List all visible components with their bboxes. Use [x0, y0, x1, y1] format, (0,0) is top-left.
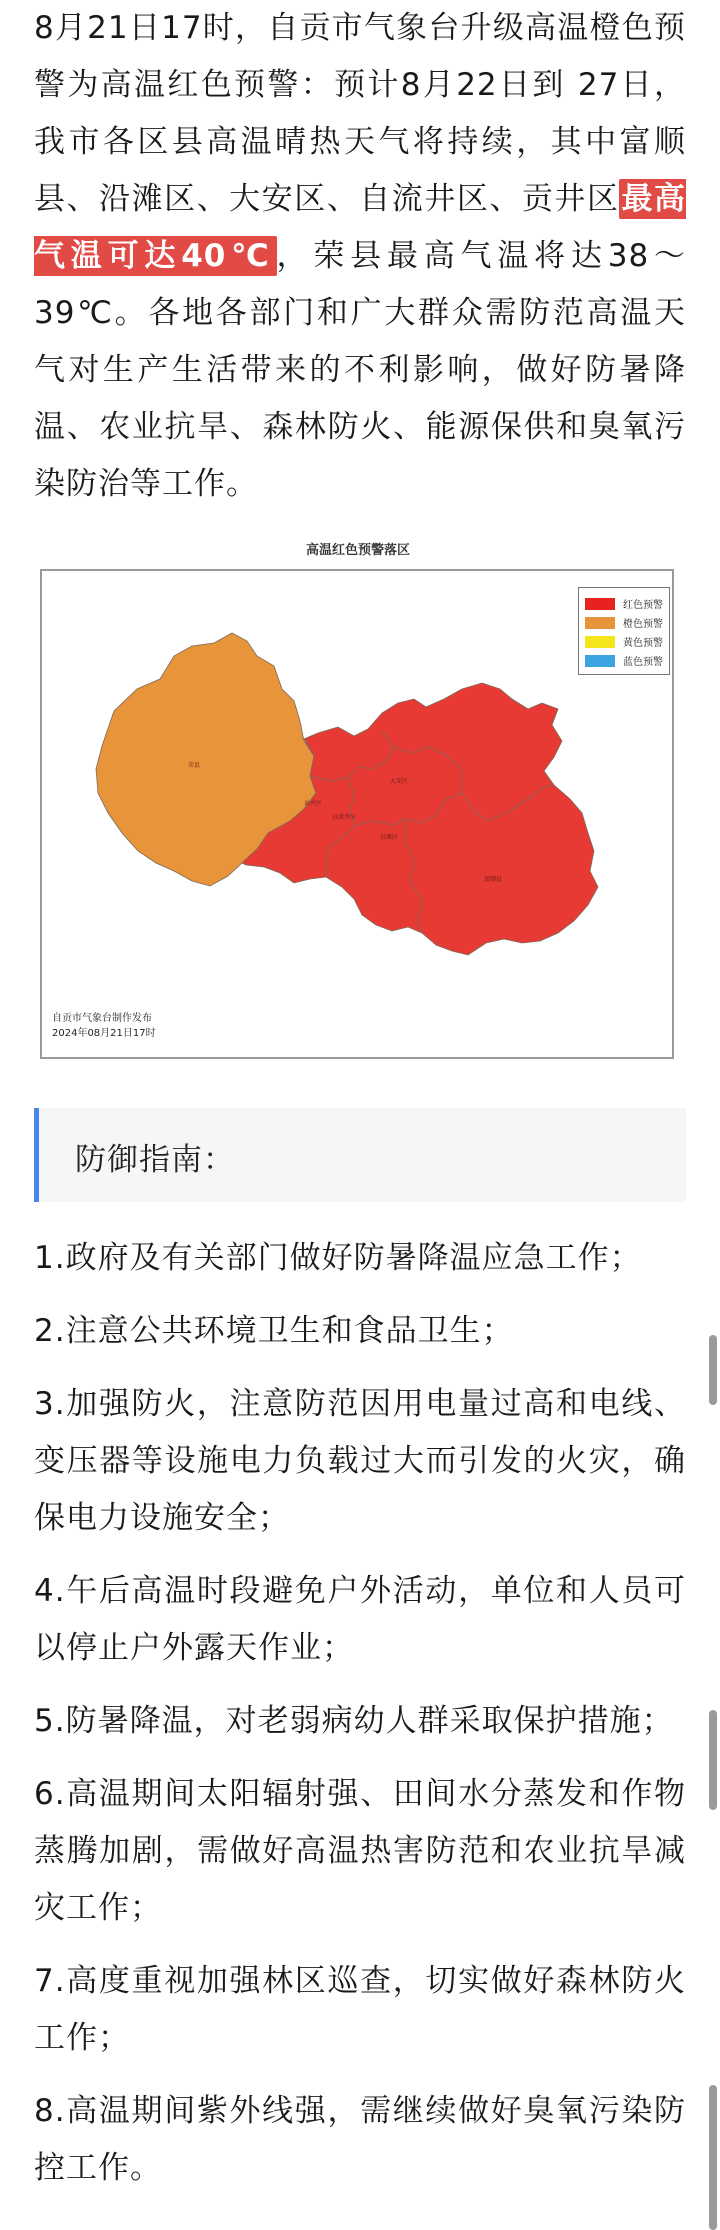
legend-swatch-yellow — [585, 636, 615, 648]
guide-item: 1.政府及有关部门做好防暑降温应急工作； — [34, 1240, 642, 1276]
map-credit — [52, 1011, 156, 1041]
district-label-yantan: 沿滩区 — [380, 834, 399, 841]
map-title: 高温红色预警落区 — [305, 543, 410, 558]
legend-swatch-blue — [585, 655, 615, 667]
legend-item — [585, 632, 663, 651]
district-label-ziliujing: 自流井区 — [332, 814, 357, 821]
guide-item: 6.高温期间太阳辐射强、田间水分蒸发和作物蒸腾加剧，需做好高温热害防范和农业抗旱减灾工作； — [34, 1776, 686, 1926]
guide-item: 7.高度重视加强林区巡查，切实做好森林防火工作； — [34, 1963, 686, 2056]
guide-item: 3.加强防火，注意防范因用电量过高和电线、变压器等设施电力负载过大而引发的火灾，确保电力设施安全； — [34, 1386, 686, 1536]
map-credit-publisher: 自贡市气象台制作发布 — [52, 1013, 152, 1024]
map-frame — [40, 569, 674, 1059]
legend-item — [585, 594, 663, 613]
district-label-fushun: 富顺县 — [484, 876, 503, 883]
scrollbar-thumb[interactable] — [709, 1335, 717, 1405]
legend-label: 黄色预警 — [623, 638, 663, 649]
district-label-daan: 大安区 — [390, 778, 409, 785]
legend-label: 橙色预警 — [623, 619, 663, 630]
map-credit-timestamp: 2024年08月21日17时 — [52, 1028, 156, 1039]
district-label-rongxian: 荣县 — [188, 762, 201, 769]
highlighted-max-temperature: 最高气温可达40℃ — [34, 181, 687, 274]
guide-item: 2.注意公共环境卫生和食品卫生； — [34, 1313, 514, 1349]
scrollbar-thumb[interactable] — [709, 1710, 717, 1810]
legend-item — [585, 651, 663, 670]
intro-text-before: 8月21日17时，自贡市气象台升级高温橙色预警为高温红色预警：预计8月22日到 27日，我市各区县高温晴热天气将持续，其中富顺县、沿滩区、大安区、自流井区、贡井区 — [34, 10, 686, 217]
defense-guide-header — [34, 1108, 686, 1202]
guide-item: 8.高温期间紫外线强，需继续做好臭氧污染防控工作。 — [34, 2093, 686, 2186]
legend-label: 红色预警 — [623, 600, 663, 611]
guide-item: 4.午后高温时段避免户外活动，单位和人员可以停止户外露天作业； — [34, 1573, 686, 1666]
defense-guide-list — [34, 1230, 686, 2213]
legend-label: 蓝色预警 — [623, 657, 663, 668]
scrollbar-thumb[interactable] — [709, 2085, 717, 2230]
warning-map-figure — [34, 535, 682, 1065]
legend-item — [585, 613, 663, 632]
intro-text-after: ，荣县最高气温将达38～39℃。各地各部门和广大群众需防范高温天气对生产生活带来的不利影响，做好防暑降温、农业抗旱、森林防火、能源保供和臭氧污染防治等工作。 — [34, 238, 686, 502]
warning-intro-paragraph — [34, 0, 686, 513]
legend-swatch-orange — [585, 617, 615, 629]
map-legend — [578, 587, 670, 675]
guide-item: 5.防暑降温，对老弱病幼人群采取保护措施； — [34, 1703, 674, 1739]
district-label-gongjing: 贡井区 — [304, 800, 323, 807]
defense-guide-title: 防御指南： — [75, 1142, 235, 1178]
legend-swatch-red — [585, 598, 615, 610]
